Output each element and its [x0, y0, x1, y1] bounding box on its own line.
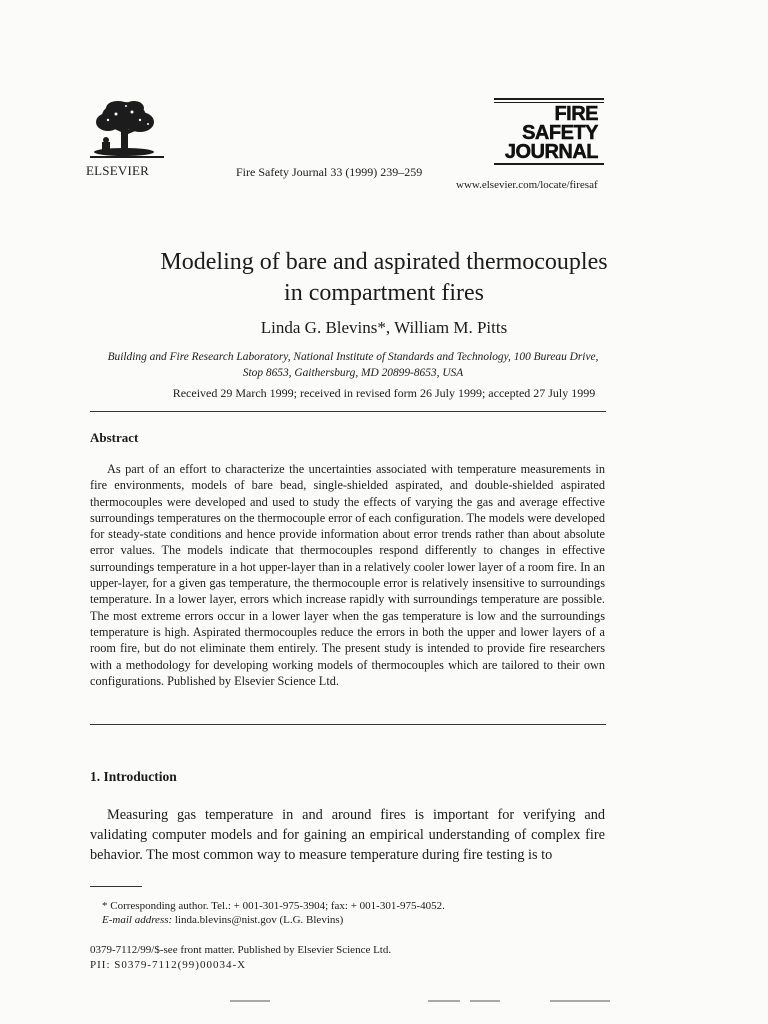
section-heading: 1. Introduction	[90, 769, 177, 784]
abstract-heading: Abstract	[90, 430, 139, 445]
journal-logo-word: SAFETY	[522, 122, 598, 144]
title-line: Modeling of bare and aspirated thermocouples	[160, 249, 608, 275]
email-label: E-mail address:	[102, 914, 173, 926]
journal-logo-rule	[494, 163, 604, 165]
issn-line: 0379-7112/99/$-see front matter. Published by Elsevier Science Ltd.	[90, 944, 392, 956]
article-title	[0, 247, 768, 309]
authors: Linda G. Blevins*, William M. Pitts	[260, 318, 508, 337]
abstract-text: As part of an effort to characterize the uncertainties associated with temperature measurements in fire environments, models of bare bead, single-shielded aspirated, and double-shielded aspirated thermocouples were developed and used to study the effects of varying the gas and average effective surroundings temperatures on the thermocouple error of each configuration. The models were developed for steady-state conditions and hence provide information about error trends rather than about absolute error values. The models indicate that thermocouples respond differently to changes in effective surroundings temperature in a hot upper-layer than in a relatively cooler lower layer of a room fire. In an upper-layer, for a given gas temperature, the thermocouple error is relatively insensitive to surroundings temperature. In a lower layer, errors which increase rapidly with surroundings temperature are possible. The most extreme errors occur in a lower layer when the gas temperature is low and the surroundings temperature is high. Aspirated thermocouples reduce the errors in both the upper and lower layers of a room fire, but do not eliminate them entirely. The present study is intended to provide fire researchers with a methodology for developing working models of thermocouples which are tailored to their own configurations. Published by Elsevier Science Ltd.	[90, 462, 605, 688]
affiliation	[90, 349, 616, 381]
corresponding-author-note: * Corresponding author. Tel.: + 001-301-975-3904; fax: + 001-301-975-4052.	[102, 900, 445, 912]
title-line: in compartment fires	[284, 280, 484, 306]
divider	[90, 411, 606, 412]
elsevier-tree-logo-icon	[88, 98, 166, 162]
affiliation-line: Stop 8653, Gaithersburg, MD 20899-8653, USA	[242, 367, 464, 379]
journal-logo	[458, 98, 608, 167]
pii-line: PII: S0379-7112(99)00034-X	[90, 959, 247, 971]
affiliation-line: Building and Fire Research Laboratory, National Institute of Standards and Technology, 100 Bureau Drive,	[107, 351, 599, 363]
publisher-name: ELSEVIER	[86, 163, 149, 178]
copyright-block	[90, 943, 391, 973]
scan-artifact-marks	[230, 1000, 610, 1002]
email-note	[90, 913, 605, 927]
journal-url[interactable]: www.elsevier.com/locate/firesaf	[456, 179, 598, 191]
footnote	[90, 899, 605, 927]
footnote-rule	[90, 886, 142, 887]
journal-logo-word: JOURNAL	[504, 141, 598, 163]
journal-logo-word: FIRE	[554, 103, 598, 125]
abstract-body	[90, 461, 605, 689]
divider	[90, 724, 606, 725]
introduction-text: Measuring gas temperature in and around fires is important for verifying and validating computer models and for gaining an empirical understanding of complex fire behavior. The most common way to measure temperature during fire testing is to	[90, 807, 605, 863]
journal-logo-rule	[494, 98, 604, 100]
article-dates: Received 29 March 1999; received in revised form 26 July 1999; accepted 27 July 1999	[172, 386, 596, 400]
email-value[interactable]: linda.blevins@nist.gov (L.G. Blevins)	[174, 914, 344, 926]
introduction-body	[90, 805, 605, 865]
journal-citation: Fire Safety Journal 33 (1999) 239–259	[236, 165, 423, 179]
